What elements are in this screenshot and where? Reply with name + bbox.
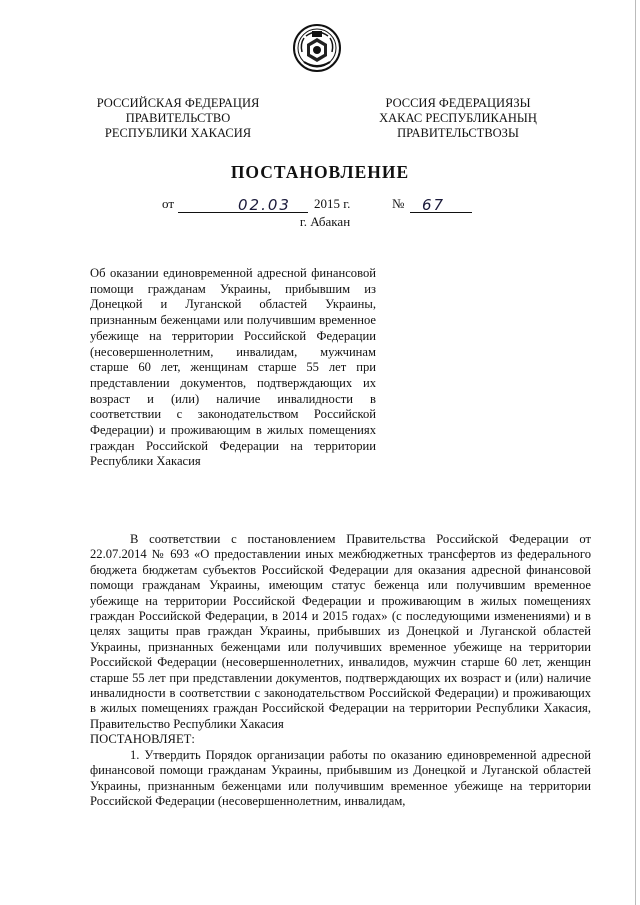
header-right-line-1: РОССИЯ ФЕДЕРАЦИЯЗЫ bbox=[385, 96, 531, 110]
item-1-paragraph: 1. Утвердить Порядок организации работы по оказанию единовременной адресной финансовой помощи гражданам Украины, прибывшим из Донецкой и Луганской областей Украины, признанным беженцами или получившим временное убежище на территории Российской Федерации (несовершеннолетним, инвалидам, bbox=[90, 747, 591, 808]
number-sign: № bbox=[392, 196, 405, 211]
date-line bbox=[162, 196, 492, 214]
preamble-paragraph: В соответствии с постановлением Правительства Российской Федерации от 22.07.2014 № 693 «О предоставлении иных межбюджетных трансфертов из федерального бюджета бюджетам субъектов Российской Федерации для оказания адресной финансовой помощи гражданам Украины, имеющим статус беженца или получившим временное убежище на территории Российской Федерации и проживающим в жилых помещениях граждан Российской Федерации, в 2014 и 2015 годах» (с последующими изменениями) и в целях защиты прав граждан Украины, прибывших из Донецкой и Луганской областей Украины, признанных беженцами или получивших временное убежище на территории Российской Федерации (несовершеннолетних, инвалидов, мужчин старше 60 лет, женщин старше 55 лет при представлении документов, подтверждающих их возраст и (или) наличие инвалидности в соответствии с законодательством Российской Федерации) и проживающих в жилых помещениях граждан Российской Федерации на территории Республики Хакасия, Правительство Республики Хакасия bbox=[90, 532, 591, 731]
header-left-line-3: РЕСПУБЛИКИ ХАКАСИЯ bbox=[104, 126, 252, 140]
document-subject: Об оказании единовременной адресной финансовой помощи гражданам Украины, прибывшим из Донецкой и Луганской областей Украины, признанным беженцами или получившим временное убежище на территории Российской Федерации (несовершеннолетним, инвалидам, мужчинам старше 60 лет, женщинам старше 55 лет при представлении документов, подтверждающих их возраст и (или) наличие инвалидности в соответствии с законодательством Российской Федерации) и проживающим в жилых помещениях граждан Российской Федерации на территории Республики Хакасия bbox=[90, 266, 376, 469]
header-left bbox=[78, 96, 278, 141]
handwritten-date: 02.03 bbox=[238, 196, 291, 214]
page-edge bbox=[635, 0, 636, 905]
header-right-line-3: ПРАВИТЕЛЬСТВОЗЫ bbox=[397, 126, 519, 140]
resolves-heading: ПОСТАНОВЛЯЕТ: bbox=[90, 732, 195, 747]
header-right bbox=[358, 96, 558, 141]
city: г. Абакан bbox=[299, 214, 351, 229]
handwritten-number: 67 bbox=[422, 196, 446, 214]
header-right-line-2: ХАКАС РЕСПУБЛИКАНЫҢ bbox=[379, 111, 537, 125]
header-left-line-2: ПРАВИТЕЛЬСТВО bbox=[125, 111, 231, 125]
date-underline bbox=[178, 196, 308, 213]
document-body bbox=[90, 532, 591, 809]
year-text: 2015 г. bbox=[314, 196, 351, 211]
number-underline bbox=[410, 196, 472, 213]
coat-of-arms-emblem bbox=[292, 22, 342, 74]
document-title: ПОСТАНОВЛЕНИЕ bbox=[230, 162, 410, 182]
date-prefix: от bbox=[162, 196, 175, 211]
header-left-line-1: РОССИЙСКАЯ ФЕДЕРАЦИЯ bbox=[96, 96, 260, 110]
